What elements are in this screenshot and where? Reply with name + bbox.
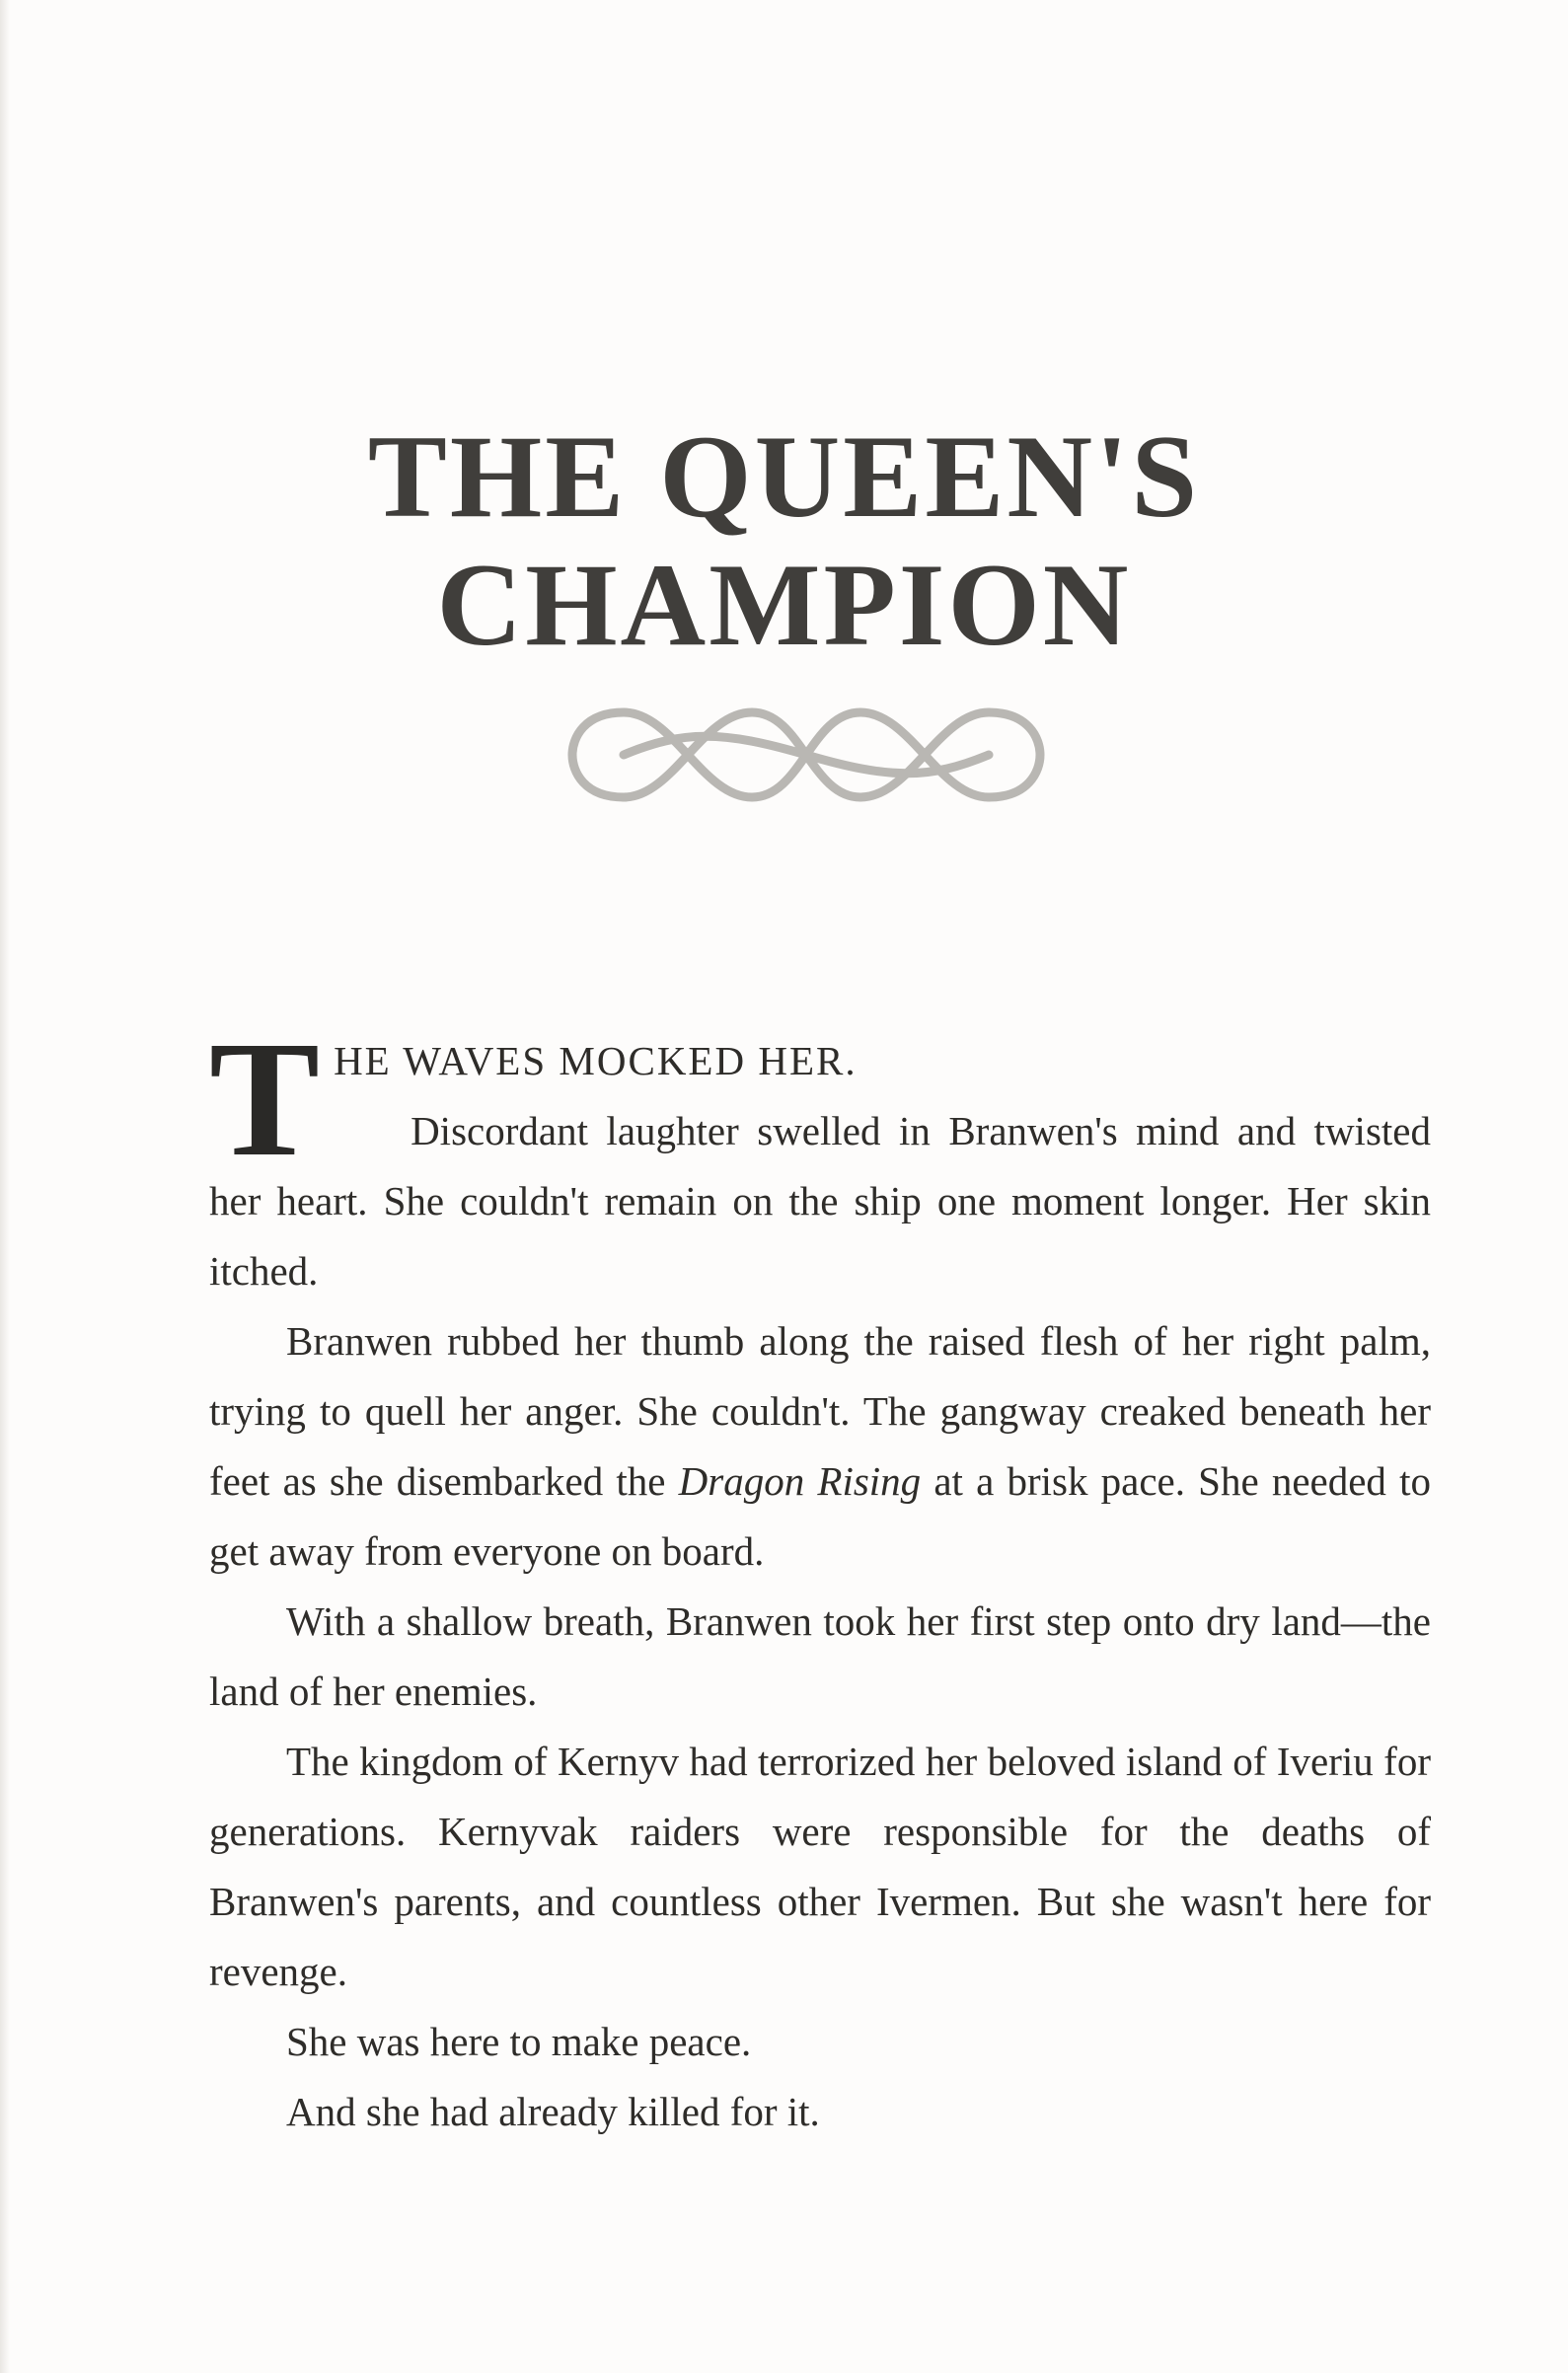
drop-cap: T bbox=[209, 1007, 321, 1191]
paragraph-2-end: at a brisk pace. She needed to get away from everyone on board. bbox=[209, 1458, 1431, 1574]
opening-paragraph bbox=[209, 1007, 1431, 1191]
paragraph-2 bbox=[209, 1306, 1431, 1587]
celtic-knot-icon bbox=[564, 691, 1048, 819]
chapter-title-line-1: THE QUEEN'S bbox=[367, 410, 1201, 542]
lead-in: HE WAVES MOCKED HER. bbox=[334, 1038, 858, 1083]
paragraph-5: She was here to make peace. bbox=[286, 2019, 752, 2064]
chapter-title bbox=[0, 412, 1568, 669]
chapter-body bbox=[209, 1007, 1431, 2147]
page-edge bbox=[0, 0, 10, 2373]
paragraph-2-start: Branwen rubbed her thumb along the raised flesh of her right palm, trying to quell her anger. She couldn't. The gangway creaked beneath her feet as she disembarked the bbox=[209, 1318, 1431, 1504]
chapter-title-line-2: CHAMPION bbox=[436, 539, 1132, 670]
paragraph-1: Discordant laughter swelled in Branwen's mind and twisted her heart. She couldn't remain on the ship one moment longer. Her skin itched. bbox=[209, 1108, 1431, 1294]
ship-name: Dragon Rising bbox=[678, 1458, 922, 1504]
paragraph-3: With a shallow breath, Branwen took her first step onto dry land—the land of her enemies. bbox=[209, 1598, 1431, 1714]
paragraph-4: The kingdom of Kernyv had terrorized her beloved island of Iveriu for generations. Kernyvak raiders were responsible for the deaths of Branwen's parents, and countless other Ivermen. But she wasn't here for revenge. bbox=[209, 1739, 1431, 1994]
paragraph-6: And she had already killed for it. bbox=[286, 2089, 820, 2134]
